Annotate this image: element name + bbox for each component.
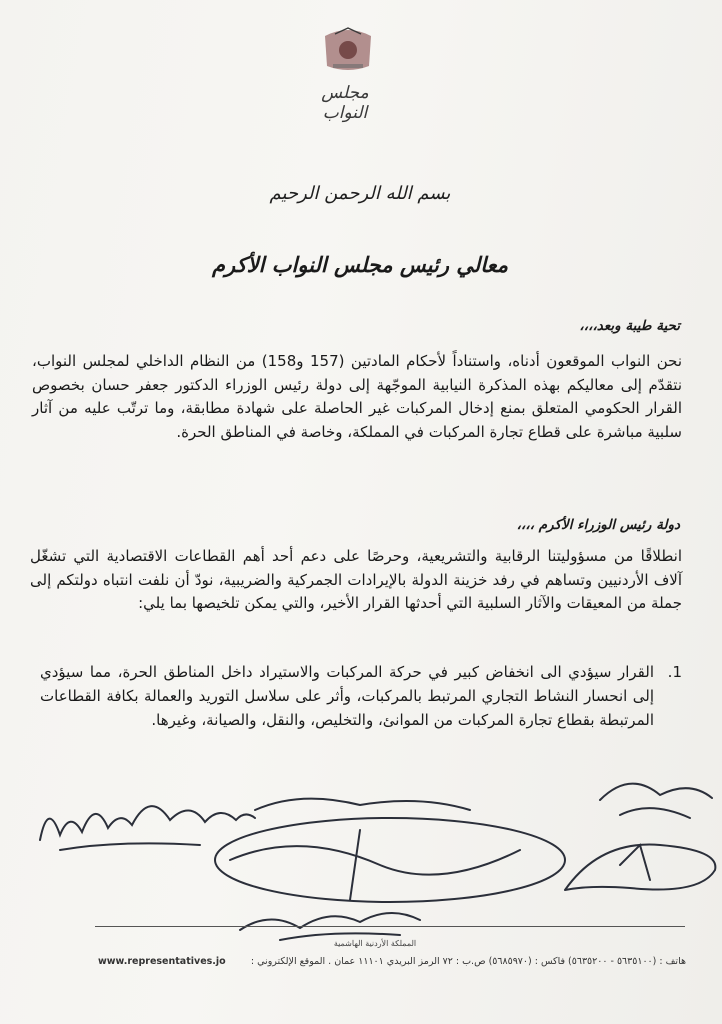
signatures <box>0 770 722 960</box>
signature-bottom <box>240 913 420 930</box>
list-item-text: القرار سيؤدي الى انخفاض كبير في حركة المركبات والاستيراد داخل المناطق الحرة، مما سيؤدي إلى انحسار النشاط التجاري المرتبط بالمركبات، وأثر على سلاسل التوريد والعمالة بكافة القطاعات المرتبطة بقطاع تجارة المركبات من الموانئ، والتخليص، والنقل، والصيانة، وغيرها. <box>40 663 654 729</box>
institution-name: مجلس النواب <box>321 83 369 123</box>
footer-divider <box>95 926 685 927</box>
greeting-line: تحية طيبة وبعد،،،، <box>579 318 680 334</box>
address-line: دولة رئيس الوزراء الأكرم ،،،، <box>516 517 680 533</box>
signature-left <box>40 806 255 840</box>
signature-middle-top <box>255 799 470 810</box>
signature-oval <box>215 818 565 902</box>
footer-website-link[interactable]: www.representatives.jo <box>98 956 226 967</box>
salutation-heading: معالي رئيس مجلس النواب الأكرم <box>212 252 508 277</box>
footer-emblem-text: المملكة الأردنية الهاشمية <box>333 939 417 948</box>
basmala: بسم الله الرحمن الرحيم <box>269 183 451 204</box>
signature-right-oval <box>565 845 715 890</box>
intro-paragraph: نحن النواب الموقعون أدناه، واستناداً لأحكام المادتين (157 و158) من النظام الداخلي لمجلس النواب، نتقدّم إلى معاليكم بهذه المذكرة النيابية الموجّهة إلى دولة رئيس الوزراء الدكتور جعفر حسان بخصوص القرار الحكومي المتعلق بمنع إدخال المركبات غير الحاصلة على شهادة مطابقة، وما ترتّب عليه من آثار سلبية مباشرة على قطاع تجارة المركبات في المملكة، وخاصة في المناطق الحرة. <box>32 352 682 441</box>
signature-right-top <box>600 784 712 800</box>
list-item-number: 1. <box>667 663 682 681</box>
footer-contact: هاتف : (٥٦٣٥١٠٠ - ٥٦٣٥٢٠٠) فاكس : (٥٦٨٥٩٧٠) ص.ب : ٧٢ الرمز البريدي ١١١٠١ عمان . الموقع الإلكتروني : <box>250 956 686 967</box>
context-paragraph: انطلاقًا من مسؤوليتنا الرقابية والتشريعية، وحرصًا على دعم أحد أهم القطاعات الاقتصادية التي تشغّل آلاف الأردنيين وتساهم في رفد خزينة الدولة بالإيرادات الجمركية والضريبية، نودّ أن نلفت انتباه دولتكم إلى جملة من المعيقات والآثار السلبية التي أحدثها القرار الأخير، والتي يمكن تلخيصها بما يلي: <box>30 547 682 613</box>
